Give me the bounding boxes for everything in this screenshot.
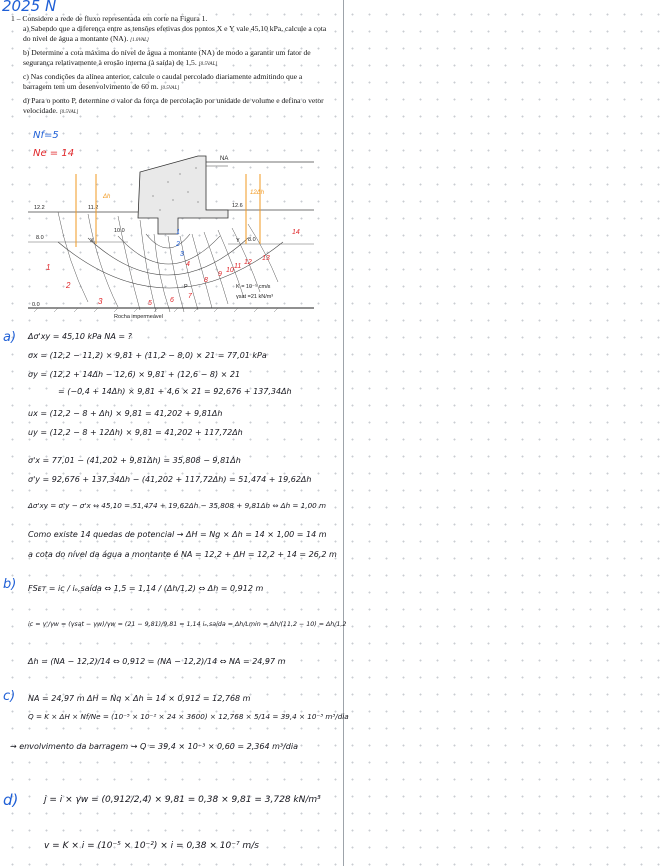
answer-a-line1: Δσ'xy = 45,10 kPa NA = ?	[28, 332, 132, 341]
page-divider	[343, 0, 344, 866]
answer-d-label: d)	[3, 791, 19, 809]
svg-text:3: 3	[180, 251, 184, 258]
answer-a-line5: ux = (12,2 − 8 + Δh) × 9,81 = 41,202 + 9,81Δh	[28, 409, 223, 418]
answer-b-line3: Δh = (NA − 12,2)/14 ⇔ 0,912 = (NA − 12,2)/14 ⇔ NA = 24,97 m	[28, 657, 286, 666]
flow-net-figure	[28, 152, 314, 324]
point-x: X	[90, 238, 94, 244]
svg-text:13: 13	[262, 255, 270, 262]
svg-text:12: 12	[244, 259, 252, 266]
point-p: P	[184, 284, 188, 290]
answer-a-line10: Como existe 14 quedas de potencial → ΔH = Ng × Δh = 14 × 1,00 = 14 m	[28, 530, 327, 539]
svg-text:12.2: 12.2	[34, 205, 45, 211]
answer-a-line7: σ'x = 77,01 − (41,202 + 9,81Δh) = 35,808 − 9,81Δh	[28, 456, 241, 465]
svg-text:2: 2	[66, 281, 71, 290]
question-d: d) Para o ponto P, determine o valor da força de percolação por unidade de volume e defina o vetor velocidade. [0.5VAL]	[23, 96, 324, 116]
svg-text:14: 14	[292, 229, 300, 236]
label-na: NA	[220, 156, 229, 162]
svg-text:K = 10⁻⁵ cm/s: K = 10⁻⁵ cm/s	[236, 284, 271, 290]
svg-text:8.0: 8.0	[36, 235, 44, 241]
svg-text:1: 1	[176, 229, 180, 236]
answer-b-line1: FSᴇᴛ = ic / iₑ,saída ⇔ 1,5 = 1,14 / (Δh/1,2) ⇔ Δh = 0,912 m	[28, 584, 264, 593]
answer-c-line1: NA = 24,97 m ΔH = Nq × Δh = 14 × 0,912 = 12,768 m	[28, 694, 251, 703]
svg-text:8.0: 8.0	[248, 237, 256, 243]
answer-d-line1: j = i × γw = (0,912/2,4) × 9,81 = 0,38 × 9,81 = 3,728 kN/m³	[44, 795, 321, 805]
note-nf: Nf=5	[33, 130, 59, 141]
answer-b-label: b)	[3, 577, 17, 592]
svg-text:2: 2	[176, 241, 180, 248]
svg-text:10.0: 10.0	[114, 228, 125, 234]
answer-c-label: c)	[3, 689, 16, 704]
question-intro: 1 – Considere a rede de fluxo representada em corte na Figura 1.	[11, 14, 208, 23]
year-annotation: 2025 N	[2, 0, 57, 15]
svg-text:5: 5	[148, 300, 152, 307]
answer-c-line3: → envolvimento da barragem → Q = 39,4 × 10⁻³ × 0,60 = 2,364 m³/dia	[10, 742, 299, 751]
dam-body	[138, 156, 228, 234]
svg-text:3: 3	[98, 297, 103, 306]
svg-text:γsat =21 kN/m³: γsat =21 kN/m³	[236, 294, 274, 300]
answer-a-line11: a cota do nível da água a montante é NA = 12,2 + ΔH = 12,2 + 14 = 26,2 m	[28, 550, 337, 559]
answer-d-line2: v = K × i = (10⁻⁵ × 10⁻²) × i = 0,38 × 10⁻⁷ m/s	[44, 841, 259, 851]
svg-text:1: 1	[46, 263, 51, 272]
svg-text:12.6: 12.6	[232, 203, 243, 209]
svg-text:7: 7	[188, 293, 192, 300]
answer-c-line2: Q = K × ΔH × Nf/Ne = (10⁻⁵ × 10⁻² × 24 × 3600) × 12,768 × 5/14 = 39,4 × 10⁻³ m³/dia	[28, 712, 349, 721]
svg-text:4: 4	[186, 261, 190, 268]
answer-a-line3: σy = (12,2 + 14Δh − 12,6) × 9,81 + (12,6 − 8) × 21	[28, 370, 241, 379]
answer-a-line2: σx = (12,2 − 11,2) × 9,81 + (11,2 − 8,0) × 21 = 77,01 kPa	[28, 351, 267, 360]
point-y: Y	[236, 238, 240, 244]
svg-text:Rocha impermeável: Rocha impermeável	[114, 314, 163, 320]
svg-text:6: 6	[170, 297, 174, 304]
answer-a-line4: = (−0,4 + 14Δh) × 9,81 + 4,6 × 21 = 92,676 + 137,34Δh	[58, 387, 292, 396]
svg-text:10: 10	[226, 267, 234, 274]
svg-text:12Δh: 12Δh	[250, 190, 265, 196]
svg-text:11: 11	[234, 263, 242, 270]
note-ne: Ne = 14	[33, 148, 75, 159]
svg-text:Δh: Δh	[103, 194, 111, 200]
svg-text:0.0: 0.0	[32, 302, 40, 308]
svg-text:8: 8	[204, 277, 208, 284]
svg-text:9: 9	[218, 271, 222, 278]
question-b: b) Determine a cota máxima do nível de água a montante (NA) de modo a garantir um fator de segurança relativamente à erosão interna (à saída) de 1,5. [0.5VAL]	[23, 48, 311, 68]
question-a: a) Sabendo que a diferença entre as tensões efetivas dos pontos X e Y vale 45,10 kPa, calcule a cota do nível de água a montante (NA). [1.0VAL]	[23, 24, 327, 44]
question-c: c) Nas condições da alínea anterior, calcule o caudal percolado diariamente admitindo que a barragem tem um desenvolvimento de 60 m. [0.5VAL]	[23, 72, 303, 92]
answer-a-line8: σ'y = 92,676 + 137,34Δh − (41,202 + 117,72Δh) = 51,474 + 19,62Δh	[28, 475, 312, 484]
answer-a-line9: Δσ'xy = σ'y − σ'x ⇔ 45,10 = 51,474 + 19,62Δh − 35,808 + 9,81Δh ⇔ Δh = 1,00 m	[28, 501, 327, 510]
answer-a-label: a)	[3, 330, 17, 345]
answer-a-line6: uy = (12,2 − 8 + 12Δh) × 9,81 = 41,202 + 117,72Δh	[28, 428, 243, 437]
answer-b-line2: ic = γ'/γw = (γsat − γw)/γw = (21 − 9,81)/9,81 = 1,14 iₑ,saída = Δh/Lmin = Δh/(11,2 − 10) = Δh/1,2	[28, 621, 347, 628]
svg-text:11.2: 11.2	[88, 205, 99, 211]
